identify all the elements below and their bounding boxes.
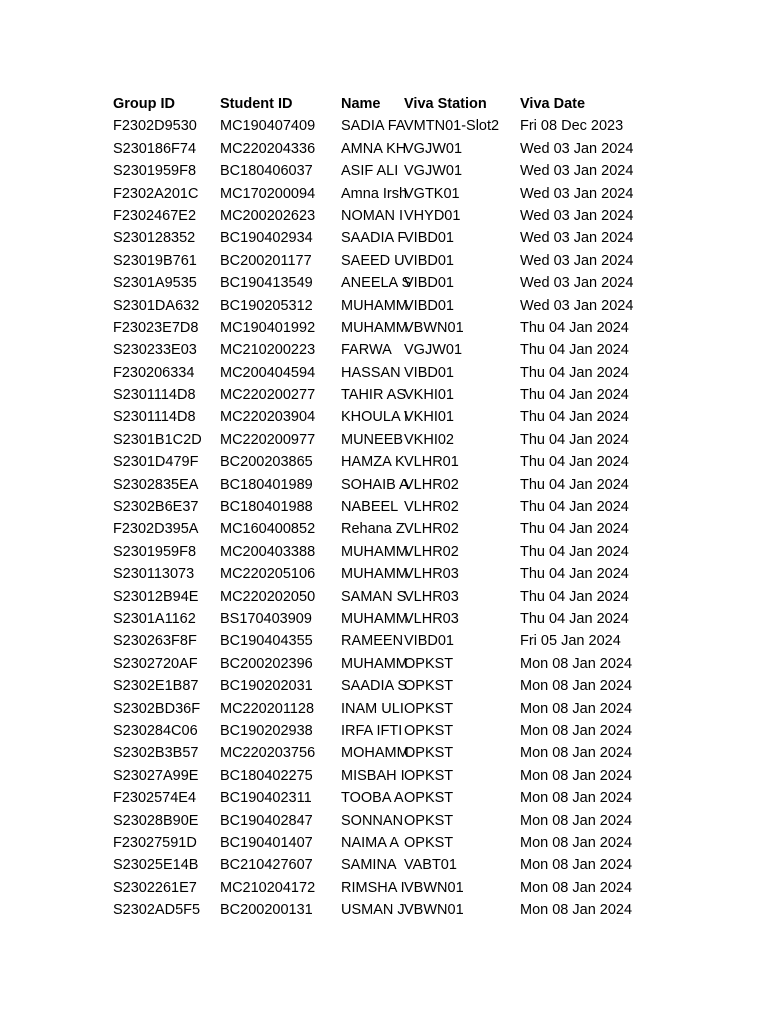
cell-student-id: BC190202938 xyxy=(220,722,313,739)
cell-name: USMAN J xyxy=(341,902,405,919)
cell-viva-date: Thu 04 Jan 2024 xyxy=(520,476,629,493)
cell-viva-station: OPKST xyxy=(404,834,454,851)
cell-viva-station: VLHR02 xyxy=(404,543,459,560)
cell-student-id: BC190402847 xyxy=(220,812,313,829)
cell-student-id: MC190401992 xyxy=(220,319,316,336)
cell-viva-date: Wed 03 Jan 2024 xyxy=(520,207,634,224)
cell-group-id: S23028B90E xyxy=(113,812,199,829)
cell-group-id: S230233E03 xyxy=(113,342,197,359)
cell-group-id: F2302467E2 xyxy=(113,207,197,224)
cell-viva-station: VBWN01 xyxy=(404,879,464,896)
cell-viva-date: Thu 04 Jan 2024 xyxy=(520,521,629,538)
cell-group-id: S2301A9535 xyxy=(113,275,197,292)
cell-viva-station: VIBD01 xyxy=(404,252,454,269)
cell-group-id: S23012B94E xyxy=(113,588,199,605)
cell-name: MOHAMM xyxy=(341,745,409,762)
cell-viva-date: Wed 03 Jan 2024 xyxy=(520,297,634,314)
cell-student-id: BC180406037 xyxy=(220,163,313,180)
cell-viva-date: Wed 03 Jan 2024 xyxy=(520,163,634,180)
cell-viva-station: OPKST xyxy=(404,700,454,717)
cell-viva-date: Wed 03 Jan 2024 xyxy=(520,185,634,202)
cell-student-id: BC200203865 xyxy=(220,454,313,471)
cell-viva-date: Mon 08 Jan 2024 xyxy=(520,857,633,874)
cell-viva-date: Thu 04 Jan 2024 xyxy=(520,387,629,404)
cell-name: MUHAMM xyxy=(341,655,408,672)
cell-name: TOOBA A xyxy=(341,790,404,807)
cell-viva-date: Mon 08 Jan 2024 xyxy=(520,745,633,762)
cell-viva-date: Fri 05 Jan 2024 xyxy=(520,633,621,650)
cell-viva-date: Mon 08 Jan 2024 xyxy=(520,812,633,829)
header-name: Name xyxy=(341,96,381,112)
cell-student-id: MC210204172 xyxy=(220,879,316,896)
cell-student-id: MC200403388 xyxy=(220,543,316,560)
cell-viva-station: VLHR03 xyxy=(404,588,459,605)
cell-viva-station: VLHR03 xyxy=(404,610,459,627)
cell-viva-date: Mon 08 Jan 2024 xyxy=(520,790,633,807)
cell-student-id: BC200202396 xyxy=(220,655,313,672)
cell-viva-station: VLHR02 xyxy=(404,499,459,516)
cell-viva-station: VGJW01 xyxy=(404,140,463,157)
cell-student-id: BC190401407 xyxy=(220,834,313,851)
cell-viva-station: OPKST xyxy=(404,678,454,695)
cell-group-id: S2301A1162 xyxy=(113,610,196,627)
cell-group-id: S23025E14B xyxy=(113,857,199,874)
cell-viva-date: Thu 04 Jan 2024 xyxy=(520,364,629,381)
cell-name: NOMAN I xyxy=(341,207,404,224)
cell-name: IRFA IFTI xyxy=(341,722,403,739)
cell-group-id: F2302574E4 xyxy=(113,790,197,807)
cell-viva-station: VKHI01 xyxy=(404,409,454,426)
cell-student-id: MC220202050 xyxy=(220,588,316,605)
cell-name: SAEED U xyxy=(341,252,405,269)
cell-name: AMNA KH xyxy=(341,140,407,157)
cell-student-id: MC220201128 xyxy=(220,700,315,717)
cell-viva-station: VBWN01 xyxy=(404,319,464,336)
cell-viva-date: Wed 03 Jan 2024 xyxy=(520,140,634,157)
cell-student-id: BC190413549 xyxy=(220,275,313,292)
cell-viva-station: VLHR03 xyxy=(404,566,459,583)
cell-group-id: S23027A99E xyxy=(113,767,199,784)
cell-viva-station: VIBD01 xyxy=(404,633,454,650)
cell-viva-station: VIBD01 xyxy=(404,230,454,247)
cell-name: FARWA xyxy=(341,342,392,359)
cell-group-id: S2302720AF xyxy=(113,655,198,672)
cell-viva-station: VKHI01 xyxy=(404,387,454,404)
cell-viva-date: Mon 08 Jan 2024 xyxy=(520,767,633,784)
cell-student-id: BC190402311 xyxy=(220,790,312,807)
cell-name: RIMSHA I xyxy=(341,879,405,896)
cell-viva-station: VHYD01 xyxy=(404,207,461,224)
cell-viva-date: Thu 04 Jan 2024 xyxy=(520,342,629,359)
cell-viva-date: Mon 08 Jan 2024 xyxy=(520,879,633,896)
cell-name: MUHAMM xyxy=(341,297,408,314)
cell-viva-date: Wed 03 Jan 2024 xyxy=(520,252,634,269)
cell-group-id: S2302E1B87 xyxy=(113,678,199,695)
cell-group-id: S23019B761 xyxy=(113,252,197,269)
cell-name: INAM ULI xyxy=(341,700,404,717)
cell-viva-station: VLHR01 xyxy=(404,454,459,471)
cell-name: Amna Irsh xyxy=(341,185,408,202)
cell-group-id: S2302B3B57 xyxy=(113,745,199,762)
cell-viva-station: VBWN01 xyxy=(404,902,464,919)
cell-viva-date: Fri 08 Dec 2023 xyxy=(520,118,624,135)
cell-student-id: MC220200977 xyxy=(220,431,316,448)
cell-group-id: S2301114D8 xyxy=(113,409,196,426)
cell-name: ANEELA S xyxy=(341,275,412,292)
cell-student-id: MC200202623 xyxy=(220,207,316,224)
cell-group-id: S2301B1C2D xyxy=(113,431,202,448)
cell-viva-station: VGJW01 xyxy=(404,342,463,359)
cell-name: MUHAMM xyxy=(341,610,408,627)
cell-student-id: MC170200094 xyxy=(220,185,316,202)
cell-viva-date: Mon 08 Jan 2024 xyxy=(520,678,633,695)
cell-name: SOHAIB A xyxy=(341,476,409,493)
cell-viva-date: Thu 04 Jan 2024 xyxy=(520,610,629,627)
cell-group-id: S2301114D8 xyxy=(113,387,196,404)
cell-group-id: S230284C06 xyxy=(113,722,198,739)
cell-group-id: F2302D395A xyxy=(113,521,199,538)
cell-viva-date: Mon 08 Jan 2024 xyxy=(520,700,633,717)
cell-name: KHOULA I xyxy=(341,409,408,426)
cell-name: MUNEEB xyxy=(341,431,404,448)
cell-group-id: F2302A201C xyxy=(113,185,199,202)
cell-student-id: MC220200277 xyxy=(220,387,316,404)
cell-group-id: S2302261E7 xyxy=(113,879,197,896)
cell-group-id: S230263F8F xyxy=(113,633,197,650)
cell-viva-date: Mon 08 Jan 2024 xyxy=(520,722,633,739)
cell-group-id: S2302AD5F5 xyxy=(113,902,201,919)
cell-viva-station: VIBD01 xyxy=(404,364,454,381)
cell-viva-station: VIBD01 xyxy=(404,297,454,314)
cell-viva-station: OPKST xyxy=(404,767,454,784)
cell-student-id: MC220205106 xyxy=(220,566,316,583)
cell-group-id: F23027591D xyxy=(113,834,197,851)
cell-group-id: F23023E7D8 xyxy=(113,319,199,336)
cell-name: SAMAN S xyxy=(341,588,407,605)
cell-name: MUHAMM xyxy=(341,319,408,336)
cell-viva-date: Wed 03 Jan 2024 xyxy=(520,230,634,247)
cell-name: NABEEL xyxy=(341,499,399,516)
cell-viva-date: Thu 04 Jan 2024 xyxy=(520,566,629,583)
cell-viva-station: OPKST xyxy=(404,812,454,829)
cell-viva-station: VKHI02 xyxy=(404,431,454,448)
cell-viva-date: Thu 04 Jan 2024 xyxy=(520,409,629,426)
cell-group-id: S230128352 xyxy=(113,230,196,247)
cell-name: HASSAN xyxy=(341,364,401,381)
header-group-id: Group ID xyxy=(113,96,176,112)
cell-student-id: MC200404594 xyxy=(220,364,316,381)
cell-viva-date: Mon 08 Jan 2024 xyxy=(520,902,633,919)
cell-viva-station: VGTK01 xyxy=(404,185,460,202)
cell-name: NAIMA A xyxy=(341,834,400,851)
cell-name: MUHAMM xyxy=(341,543,408,560)
cell-viva-date: Thu 04 Jan 2024 xyxy=(520,543,629,560)
cell-group-id: S2302BD36F xyxy=(113,700,201,717)
cell-viva-date: Thu 04 Jan 2024 xyxy=(520,319,629,336)
cell-viva-station: OPKST xyxy=(404,722,454,739)
cell-student-id: MC220203756 xyxy=(220,745,316,762)
cell-student-id: BC200200131 xyxy=(220,902,313,919)
cell-viva-station: OPKST xyxy=(404,655,454,672)
cell-name: TAHIR AS xyxy=(341,387,406,404)
cell-viva-station: VIBD01 xyxy=(404,275,454,292)
cell-group-id: S2301959F8 xyxy=(113,163,197,180)
cell-student-id: BC180401989 xyxy=(220,476,313,493)
cell-viva-station: VLHR02 xyxy=(404,521,459,538)
cell-viva-date: Mon 08 Jan 2024 xyxy=(520,834,633,851)
cell-student-id: MC220204336 xyxy=(220,140,316,157)
cell-student-id: BC190404355 xyxy=(220,633,313,650)
cell-viva-station: VMTN01-Slot2 xyxy=(404,118,500,135)
cell-name: SAADIA F xyxy=(341,230,407,247)
cell-student-id: MC220203904 xyxy=(220,409,316,426)
cell-name: SAADIA S xyxy=(341,678,408,695)
cell-viva-station: VGJW01 xyxy=(404,163,463,180)
cell-student-id: BC190205312 xyxy=(220,297,313,314)
cell-student-id: MC190407409 xyxy=(220,118,316,135)
cell-group-id: S2302B6E37 xyxy=(113,499,199,516)
cell-student-id: BS170403909 xyxy=(220,610,312,627)
cell-viva-date: Thu 04 Jan 2024 xyxy=(520,454,629,471)
cell-name: ASIF ALI xyxy=(341,163,399,180)
cell-name: MUHAMM xyxy=(341,566,408,583)
cell-viva-date: Thu 04 Jan 2024 xyxy=(520,588,629,605)
cell-name: HAMZA K xyxy=(341,454,405,471)
cell-name: SONNAN xyxy=(341,812,404,829)
cell-viva-station: OPKST xyxy=(404,745,454,762)
cell-group-id: S230186F74 xyxy=(113,140,197,157)
cell-student-id: BC180401988 xyxy=(220,499,313,516)
cell-viva-station: VABT01 xyxy=(404,857,457,874)
header-viva-date: Viva Date xyxy=(520,96,586,112)
header-viva-station: Viva Station xyxy=(404,96,487,112)
cell-viva-date: Mon 08 Jan 2024 xyxy=(520,655,633,672)
header-student-id: Student ID xyxy=(220,96,293,112)
cell-viva-station: VLHR02 xyxy=(404,476,459,493)
cell-name: RAMEEN xyxy=(341,633,404,650)
cell-student-id: BC190202031 xyxy=(220,678,313,695)
cell-name: SADIA FA xyxy=(341,118,406,135)
cell-group-id: S2301D479F xyxy=(113,454,199,471)
cell-student-id: BC190402934 xyxy=(220,230,313,247)
cell-student-id: BC180402275 xyxy=(220,767,313,784)
cell-viva-date: Thu 04 Jan 2024 xyxy=(520,499,629,516)
cell-name: MISBAH I xyxy=(341,767,405,784)
cell-group-id: F230206334 xyxy=(113,364,195,381)
cell-group-id: S2301DA632 xyxy=(113,297,200,314)
cell-student-id: BC200201177 xyxy=(220,252,312,269)
cell-student-id: MC210200223 xyxy=(220,342,316,359)
cell-group-id: F2302D9530 xyxy=(113,118,197,135)
cell-name: Rehana Z xyxy=(341,521,405,538)
cell-student-id: MC160400852 xyxy=(220,521,316,538)
cell-viva-date: Wed 03 Jan 2024 xyxy=(520,275,634,292)
cell-group-id: S2301959F8 xyxy=(113,543,197,560)
cell-viva-station: OPKST xyxy=(404,790,454,807)
cell-name: SAMINA xyxy=(341,857,397,874)
cell-group-id: S230113073 xyxy=(113,566,195,583)
cell-group-id: S2302835EA xyxy=(113,476,199,493)
cell-student-id: BC210427607 xyxy=(220,857,313,874)
cell-viva-date: Thu 04 Jan 2024 xyxy=(520,431,629,448)
